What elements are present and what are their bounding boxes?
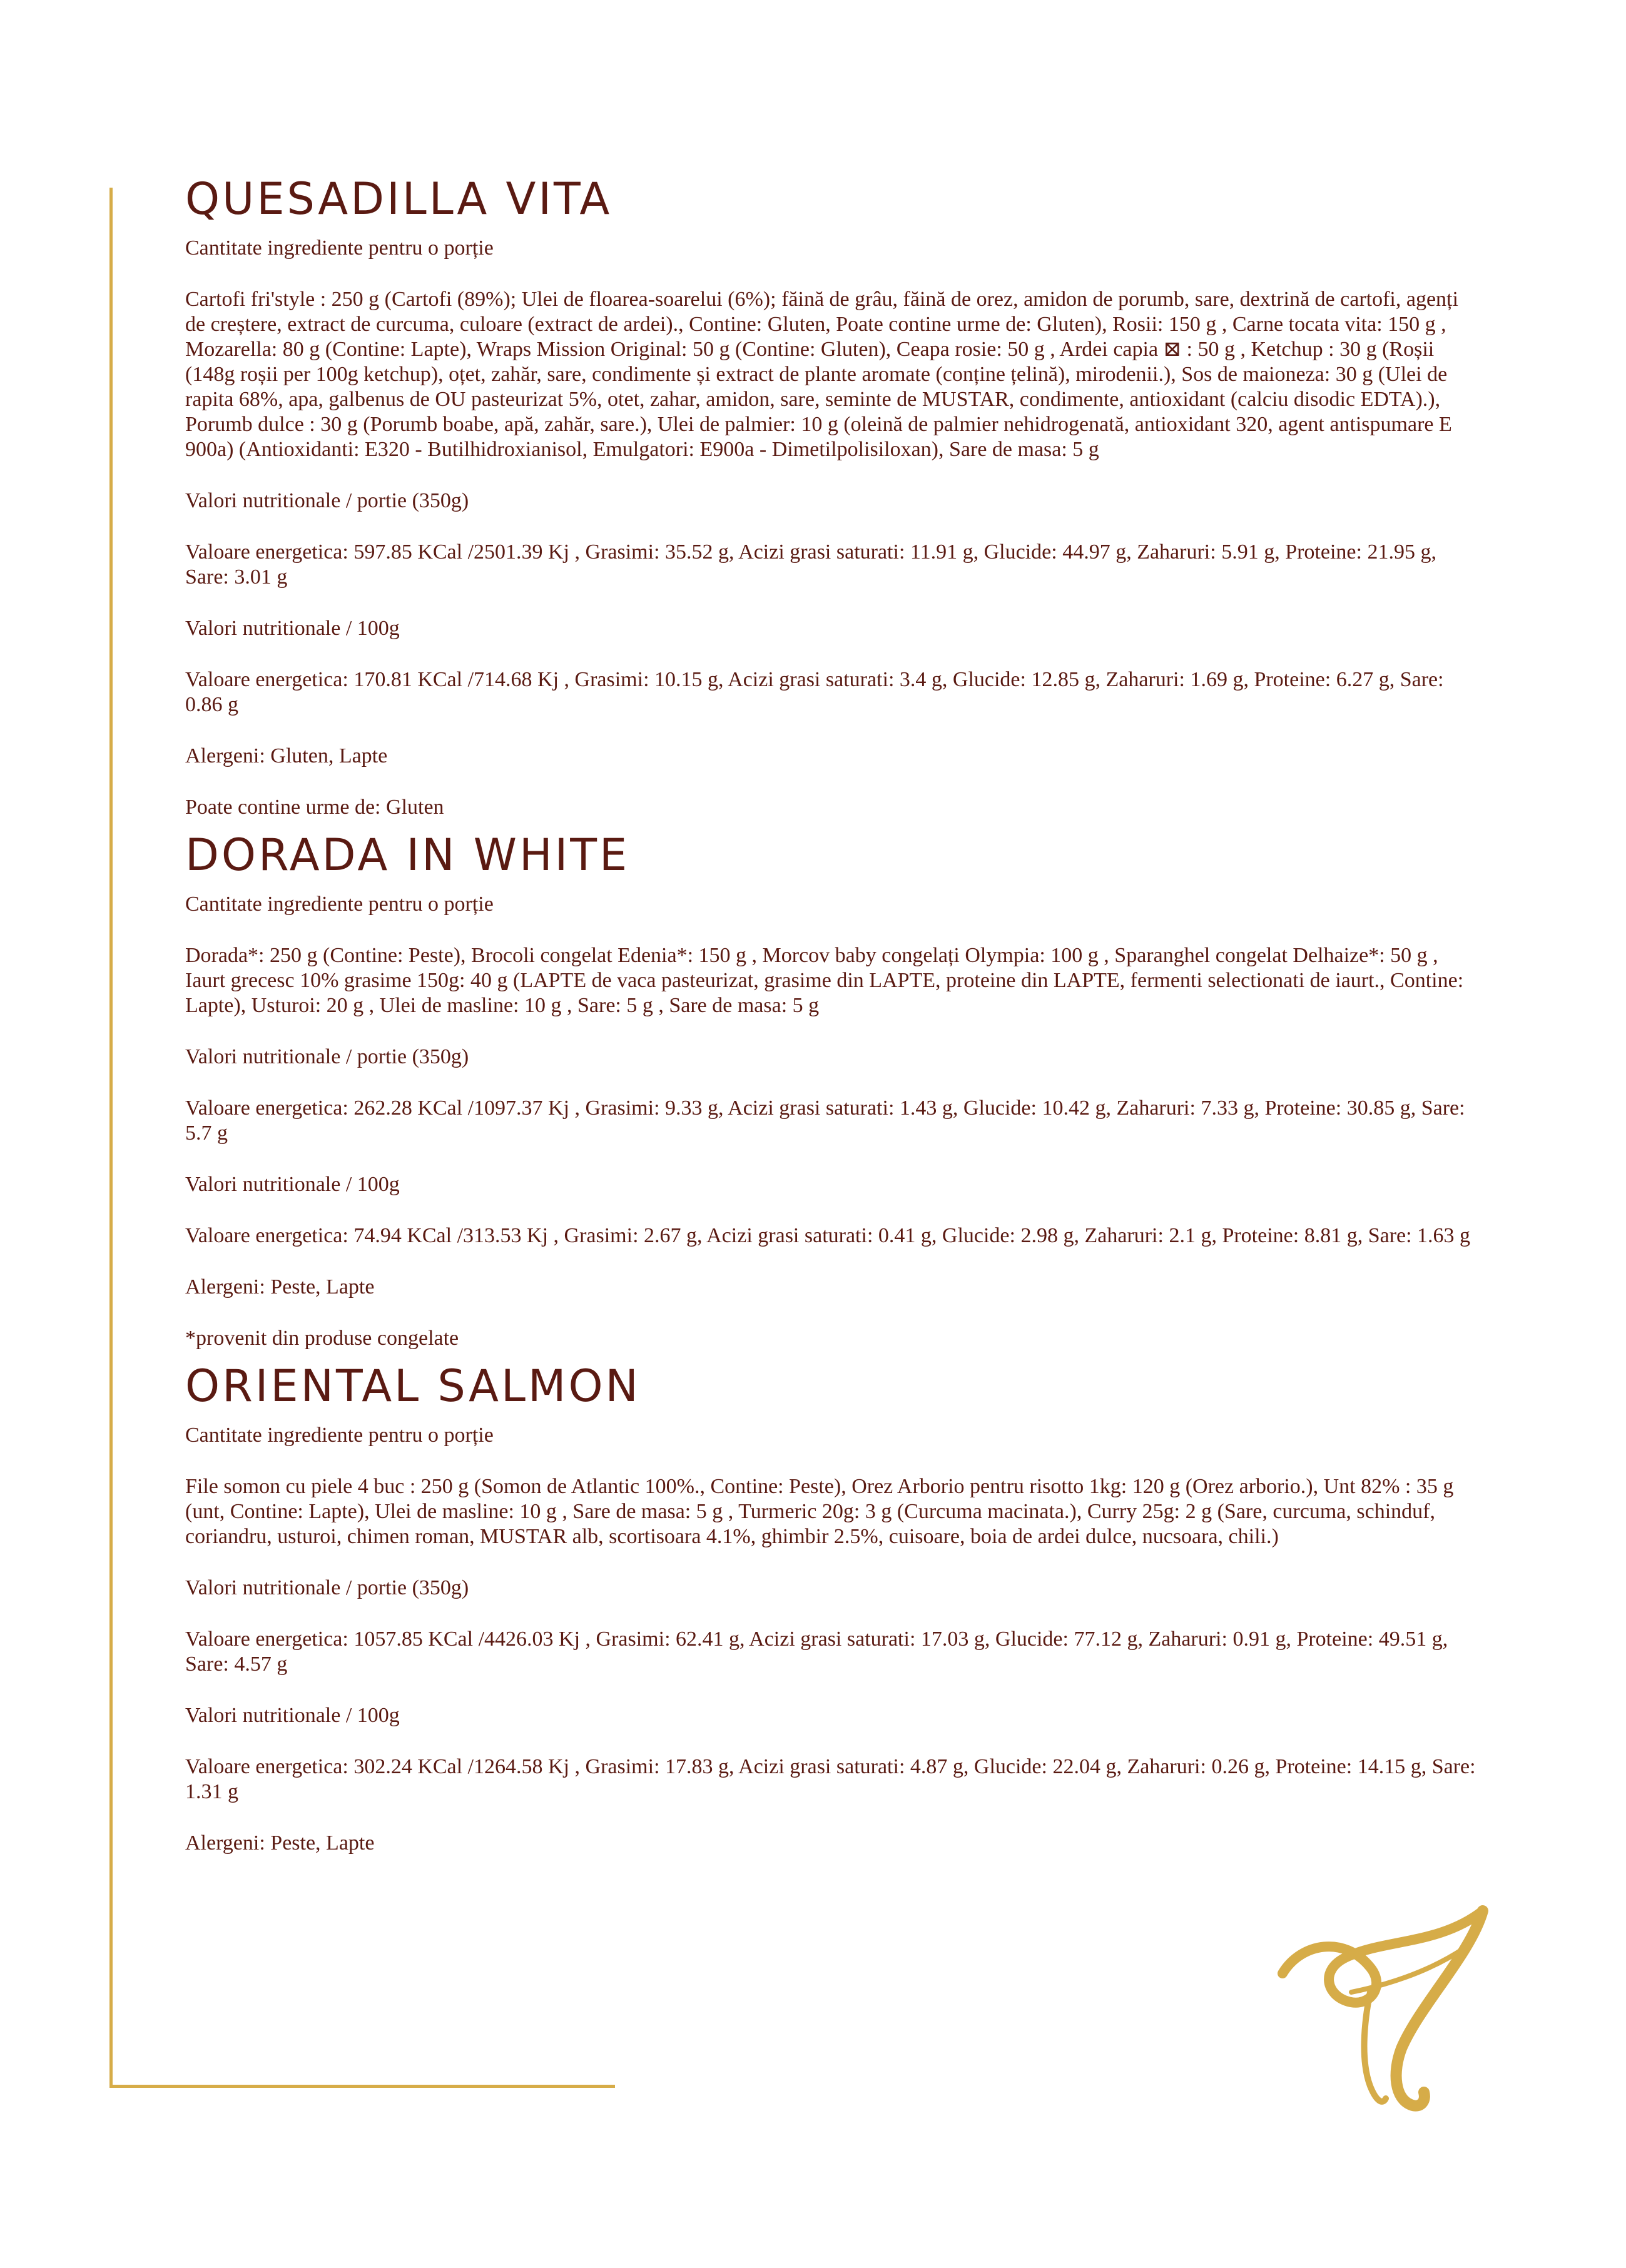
dish-dorada-in-white [185, 831, 1481, 1351]
per100-nutrition-label: Valori nutritionale / 100g [185, 1704, 400, 1727]
portion-nutrition-label: Valori nutritionale / portie (350g) [185, 1045, 469, 1068]
menu-content [185, 175, 1481, 1856]
allergens-text: Alergeni: Gluten, Lapte [185, 744, 388, 767]
dish-quesadilla-vita [185, 175, 1481, 820]
border-vertical [109, 188, 113, 2088]
per100-nutrition-label: Valori nutritionale / 100g [185, 617, 400, 640]
allergens-text: Alergeni: Peste, Lapte [185, 1831, 375, 1855]
monogram-logo-icon [1276, 1898, 1514, 2124]
dish-title: QUESADILLA VITA [185, 173, 612, 225]
dish-title: DORADA IN WHITE [185, 829, 630, 881]
per100-nutrition-values: Valoare energetica: 302.24 KCal /1264.58 Kj , Grasimi: 17.83 g, Acizi grasi saturati: 4.87 g, Glucide: 22.04 g, Zaharuri: 0.26 g, Proteine: 14.15 g, Sare: 1.31 g [185, 1755, 1476, 1803]
dish-title: ORIENTAL SALMON [185, 1360, 641, 1412]
portion-nutrition-values: Valoare energetica: 1057.85 KCal /4426.03 Kj , Grasimi: 62.41 g, Acizi grasi saturati: 17.03 g, Glucide: 77.12 g, Zaharuri: 0.91 g, Proteine: 49.51 g, Sare: 4.57 g [185, 1628, 1448, 1676]
allergens-text: Alergeni: Peste, Lapte [185, 1275, 375, 1299]
portion-nutrition-label: Valori nutritionale / portie (350g) [185, 1576, 469, 1599]
dish-subtitle: Cantitate ingrediente pentru o porție [185, 236, 494, 260]
dish-subtitle: Cantitate ingrediente pentru o porție [185, 1424, 494, 1447]
portion-nutrition-values: Valoare energetica: 597.85 KCal /2501.39 Kj , Grasimi: 35.52 g, Acizi grasi saturati: 11.91 g, Glucide: 44.97 g, Zaharuri: 5.91 g, Proteine: 21.95 g, Sare: 3.01 g [185, 540, 1436, 589]
portion-nutrition-label: Valori nutritionale / portie (350g) [185, 489, 469, 512]
ingredients-text: Dorada*: 250 g (Contine: Peste), Brocoli congelat Edenia*: 150 g , Morcov baby congelați Olympia: 100 g , Sparanghel congelat Delhaize*: 50 g , Iaurt grecesc 10% grasime 150g: 40 g (LAPTE de vaca pasteurizat, grasime din LAPTE, proteine din LAPTE, fermenti selectionati de iaurt., Contine: Lapte), Usturoi: 20 g , Ulei de masline: 10 g , Sare: 5 g , Sare de masa: 5 g [185, 944, 1464, 1017]
portion-nutrition-values: Valoare energetica: 262.28 KCal /1097.37 Kj , Grasimi: 9.33 g, Acizi grasi saturati: 1.43 g, Glucide: 10.42 g, Zaharuri: 7.33 g, Proteine: 30.85 g, Sare: 5.7 g [185, 1096, 1465, 1145]
per100-nutrition-values: Valoare energetica: 170.81 KCal /714.68 Kj , Grasimi: 10.15 g, Acizi grasi saturati: 3.4 g, Glucide: 12.85 g, Zaharuri: 1.69 g, Proteine: 6.27 g, Sare: 0.86 g [185, 668, 1444, 716]
ingredients-text: File somon cu piele 4 buc : 250 g (Somon de Atlantic 100%., Contine: Peste), Orez Arborio pentru risotto 1kg: 120 g (Orez arborio.), Unt 82% : 35 g (unt, Contine: Lapte), Ulei de masline: 10 g , Sare de masa: 5 g , Turmeric 20g: 3 g (Curcuma macinata.), Curry 25g: 2 g (Sare, curcuma, schinduf, coriandru, usturoi, chimen roman, MUSTAR alb, scortisoara 4.1%, ghimbir 2.5%, cuisoare, boia de ardei dulce, nucsoara, chili.) [185, 1475, 1454, 1548]
dish-note: Poate contine urme de: Gluten [185, 796, 444, 819]
dish-note: *provenit din produse congelate [185, 1327, 459, 1350]
per100-nutrition-values: Valoare energetica: 74.94 KCal /313.53 Kj , Grasimi: 2.67 g, Acizi grasi saturati: 0.41 g, Glucide: 2.98 g, Zaharuri: 2.1 g, Proteine: 8.81 g, Sare: 1.63 g [185, 1224, 1471, 1247]
dish-subtitle: Cantitate ingrediente pentru o porție [185, 893, 494, 916]
border-horizontal [109, 2085, 615, 2088]
dish-oriental-salmon [185, 1362, 1481, 1856]
per100-nutrition-label: Valori nutritionale / 100g [185, 1173, 400, 1196]
ingredients-text: Cartofi fri'style : 250 g (Cartofi (89%); Ulei de floarea-soarelui (6%); făină de grâu, făină de orez, amidon de porumb, sare, dextrină de cartofi, agenți de creștere, extract de curcuma, culoare (extract de ardei)., Contine: Gluten, Poate contine urme de: Gluten), Rosii: 150 g , Carne tocata vita: 150 g , Mozarella: 80 g (Contine: Lapte), Wraps Mission Original: 50 g (Contine: Gluten), Ceapa rosie: 50 g , Ardei capia ⊠ : 50 g , Ketchup : 30 g (Roșii (148g roșii per 100g ketchup), oțet, zahăr, sare, condimente și extract de plante aromate (conține țelină), mirodenii.), Sos de maioneza: 30 g (Ulei de rapita 68%, apa, galbenus de OU pasteurizat 5%, otet, zahar, amidon, sare, seminte de MUSTAR, condimente, antioxidant (calciu disodic EDTA).), Porumb dulce : 30 g (Porumb boabe, apă, zahăr, sare.), Ulei de palmier: 10 g (oleină de palmier nehidrogenată, antioxidant 320, agent antispumare E 900a) (Antioxidanti: E320 - Butilhidroxianisol, Emulgatori: E900a - Dimetilpolisiloxan), Sare de masa: 5 g [185, 288, 1458, 461]
